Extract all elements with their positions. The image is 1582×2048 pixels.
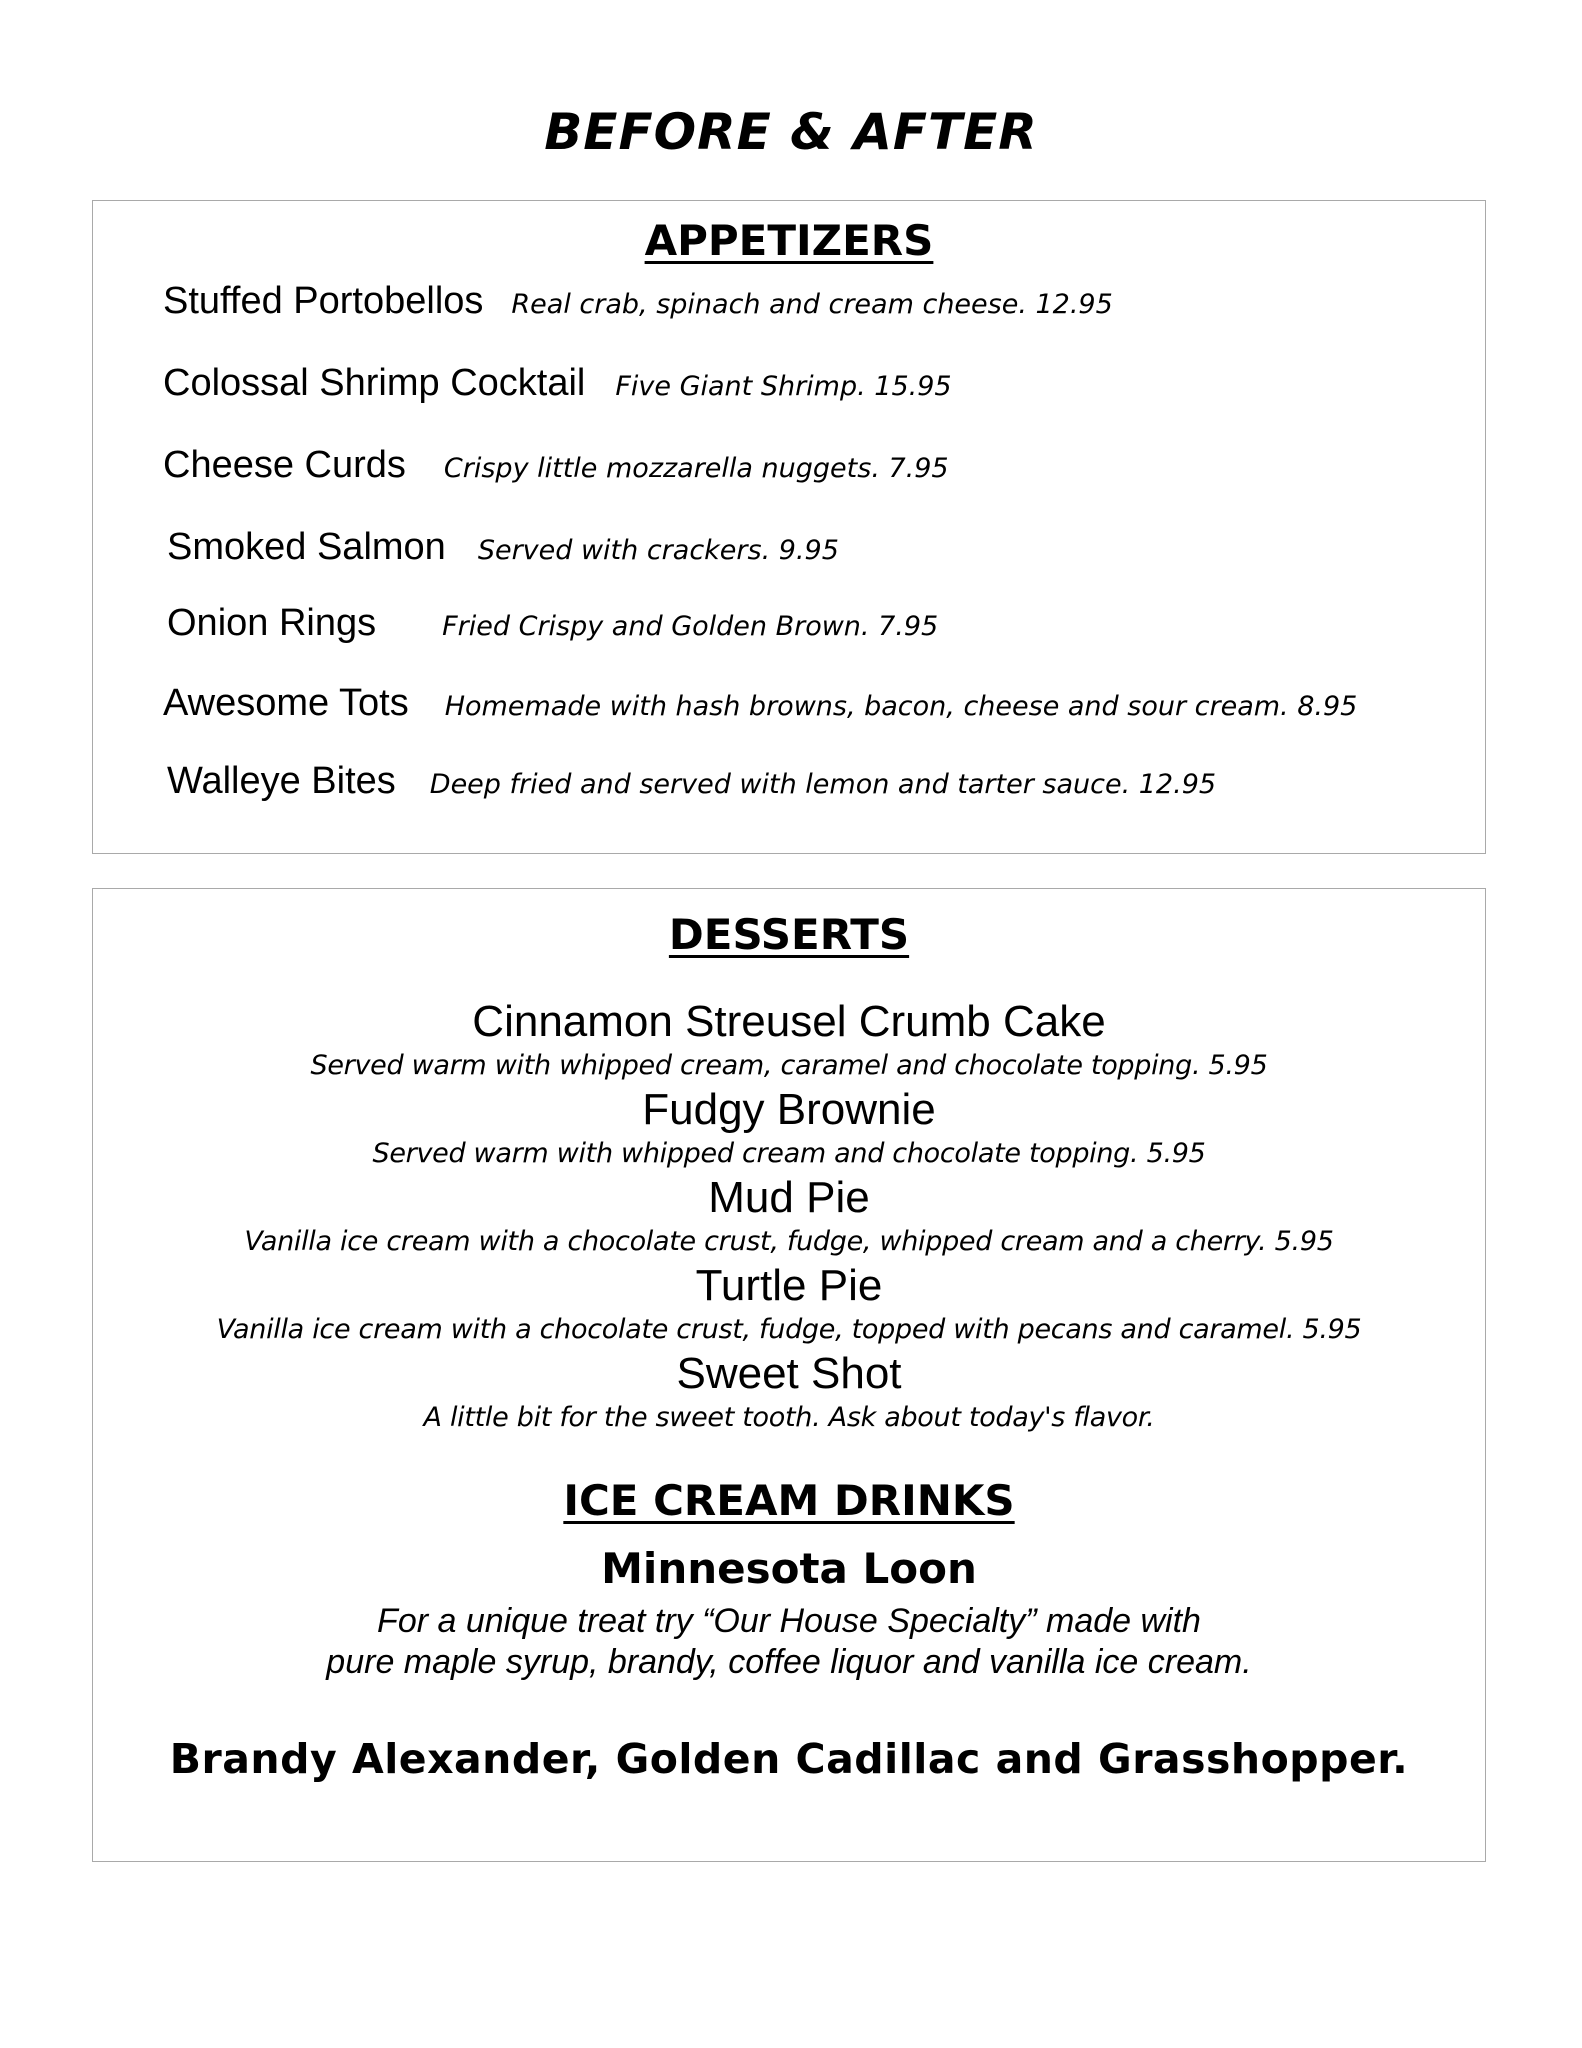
dessert-item bbox=[93, 997, 1485, 1085]
dessert-name: Mud Pie bbox=[708, 1173, 870, 1222]
appetizers-section bbox=[92, 200, 1486, 854]
item-name: Colossal Shrimp Cocktail bbox=[163, 362, 586, 404]
dessert-list bbox=[93, 997, 1485, 1437]
item-name: Walleye Bites bbox=[167, 760, 396, 802]
featured-drink-description-line-1: For a unique treat try “Our House Specialty” made with bbox=[377, 1602, 1201, 1640]
item-name: Cheese Curds bbox=[163, 444, 406, 486]
item-description: Fried Crispy and Golden Brown. 7.95 bbox=[442, 611, 939, 642]
menu-item bbox=[163, 441, 949, 497]
item-name: Stuffed Portobellos bbox=[163, 280, 484, 322]
menu-item bbox=[167, 523, 839, 579]
menu-item bbox=[167, 757, 1216, 813]
desserts-section bbox=[92, 888, 1486, 1862]
other-drinks-list: Brandy Alexander, Golden Cadillac and Grasshopper. bbox=[169, 1735, 1409, 1783]
menu-item bbox=[163, 277, 1113, 333]
item-description: Homemade with hash browns, bacon, cheese and sour cream. 8.95 bbox=[444, 691, 1358, 722]
item-description: Served with crackers. 9.95 bbox=[477, 535, 839, 566]
dessert-item bbox=[93, 1173, 1485, 1261]
item-description: Real crab, spinach and cream cheese. 12.95 bbox=[511, 289, 1113, 320]
dessert-description: Served warm with whipped cream, caramel and chocolate topping. 5.95 bbox=[310, 1050, 1268, 1081]
page-title: BEFORE & AFTER bbox=[544, 103, 1038, 161]
dessert-item bbox=[93, 1261, 1485, 1349]
dessert-name: Sweet Shot bbox=[676, 1349, 902, 1398]
item-name: Awesome Tots bbox=[163, 682, 409, 724]
menu-item bbox=[163, 679, 1357, 735]
item-description: Five Giant Shrimp. 15.95 bbox=[615, 371, 952, 402]
featured-drink-description-line-2: pure maple syrup, brandy, coffee liquor and vanilla ice cream. bbox=[326, 1643, 1252, 1681]
dessert-description: Vanilla ice cream with a chocolate crust, fudge, topped with pecans and caramel. 5.95 bbox=[216, 1314, 1362, 1345]
dessert-description: Vanilla ice cream with a chocolate crust, fudge, whipped cream and a cherry. 5.95 bbox=[244, 1226, 1334, 1257]
dessert-name: Fudgy Brownie bbox=[642, 1085, 936, 1134]
item-description: Crispy little mozzarella nuggets. 7.95 bbox=[443, 453, 949, 484]
dessert-description: Served warm with whipped cream and chocolate topping. 5.95 bbox=[372, 1138, 1206, 1169]
appetizers-heading: APPETIZERS bbox=[644, 216, 934, 265]
menu-item bbox=[163, 359, 952, 415]
dessert-description: A little bit for the sweet tooth. Ask about today's flavor. bbox=[423, 1402, 1155, 1433]
menu-item bbox=[167, 599, 938, 655]
item-name: Smoked Salmon bbox=[167, 526, 446, 568]
ice-cream-drinks-heading: ICE CREAM DRINKS bbox=[563, 1476, 1015, 1525]
item-description: Deep fried and served with lemon and tarter sauce. 12.95 bbox=[429, 769, 1217, 800]
desserts-heading: DESSERTS bbox=[668, 910, 910, 959]
dessert-item bbox=[93, 1349, 1485, 1437]
item-name: Onion Rings bbox=[167, 602, 377, 644]
dessert-name: Turtle Pie bbox=[695, 1261, 883, 1310]
featured-drink-name: Minnesota Loon bbox=[601, 1544, 977, 1593]
dessert-item bbox=[93, 1085, 1485, 1173]
dessert-name: Cinnamon Streusel Crumb Cake bbox=[472, 997, 1106, 1046]
